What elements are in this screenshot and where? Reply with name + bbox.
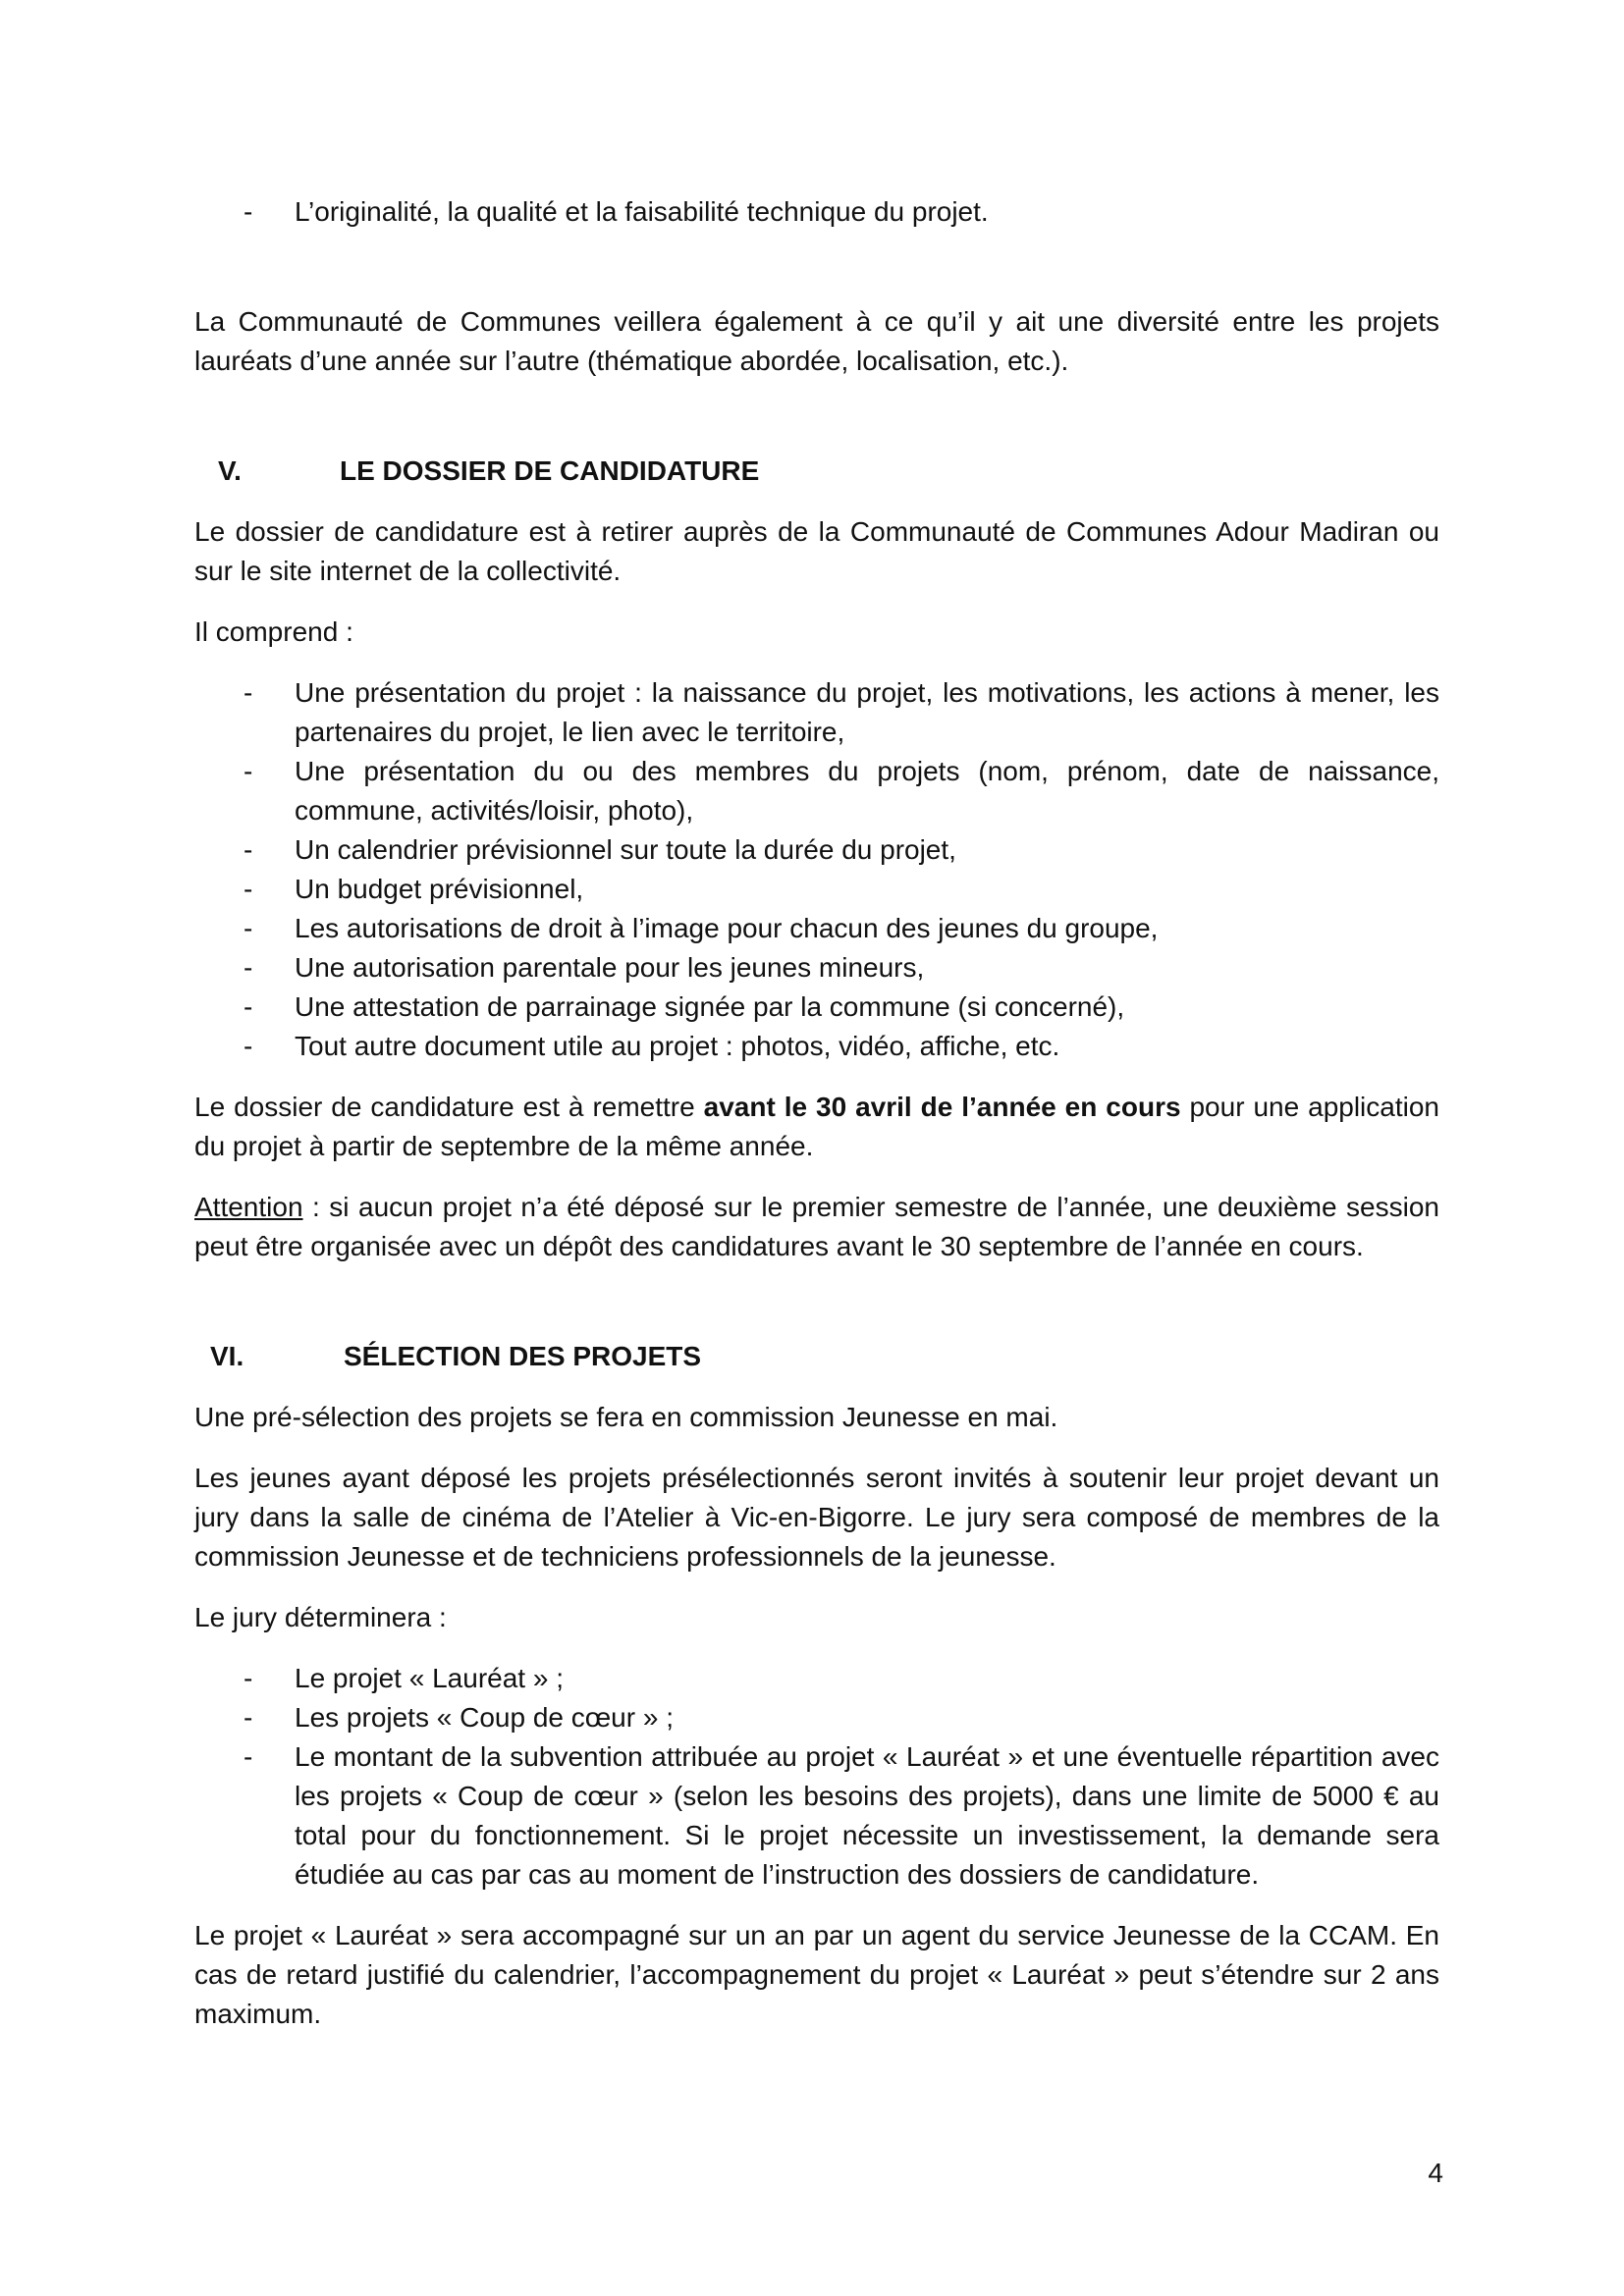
intro-paragraph: La Communauté de Communes veillera également à ce qu’il y ait une diversité entre les projets lauréats d’une année sur l’autre (thématique abordée, localisation, etc.). [194,306,1439,376]
section-title: LE DOSSIER DE CANDIDATURE [340,455,760,486]
list-item: - Une présentation du projet : la naissance du projet, les motivations, les actions à mener, les partenaires du projet, le lien avec le territoire, [244,677,1439,747]
section-number: V. [218,455,242,486]
list-item: - Une autorisation parentale pour les jeunes mineurs, [244,952,925,983]
paragraph: Le jury déterminera : [194,1602,447,1632]
paragraph: Il comprend : [194,616,353,647]
list-item: - Les autorisations de droit à l’image pour chacun des jeunes du groupe, [244,913,1159,943]
deadline-emphasis: avant le 30 avril de l’année en cours [703,1092,1181,1122]
list-item: - Une présentation du ou des membres du projets (nom, prénom, date de naissance, commune, activités/loisir, photo), [244,756,1439,826]
paragraph: Les jeunes ayant déposé les projets présélectionnés seront invités à soutenir leur projet devant un jury dans la salle de cinéma de l’Atelier à Vic-en-Bigorre. Le jury sera composé de membres de la commission Jeunesse et de techniciens professionnels de la jeunesse. [194,1463,1439,1572]
list-item: - L’originalité, la qualité et la faisabilité technique du projet. [244,196,989,227]
section-title: SÉLECTION DES PROJETS [344,1341,702,1371]
list-item: - Le montant de la subvention attribuée au projet « Lauréat » et une éventuelle répartition avec les projets « Coup de cœur » (selon les besoins des projets), dans une limite de 5000 € au total pour du fonctionnement. Si le projet nécessite un investissement, la demande sera étudiée au cas par cas au moment de l’instruction des dossiers de candidature. [244,1741,1439,1890]
attention-label: Attention [194,1192,303,1222]
list-item: - Une attestation de parrainage signée par la commune (si concerné), [244,991,1125,1022]
paragraph: Le projet « Lauréat » sera accompagné sur un an par un agent du service Jeunesse de la CCAM. En cas de retard justifié du calendrier, l’accompagnement du projet « Lauréat » peut s’étendre sur 2 ans maximum. [194,1920,1439,2029]
section-heading-vi [194,1337,1439,1376]
page-content [194,192,1439,2034]
jury-decisions-list [194,1659,1439,1895]
paragraph: Une pré-sélection des projets se fera en commission Jeunesse en mai. [194,1402,1058,1432]
attention-paragraph: Attention : si aucun projet n’a été déposé sur le premier semestre de l’année, une deuxième session peut être organisée avec un dépôt des candidatures avant le 30 septembre de l’année en cours. [194,1192,1439,1261]
page-number: 4 [1428,2158,1443,2188]
intro-list [194,192,1439,232]
section-number: VI. [210,1341,244,1371]
section-heading-v [194,452,1439,491]
list-item: - Les projets « Coup de cœur » ; [244,1702,674,1733]
list-item: - Le projet « Lauréat » ; [244,1663,564,1693]
deadline-paragraph: Le dossier de candidature est à remettre avant le 30 avril de l’année en cours pour une application du projet à partir de septembre de la même année. [194,1092,1439,1161]
list-item: - Un calendrier prévisionnel sur toute la durée du projet, [244,834,956,865]
list-item: - Un budget prévisionnel, [244,874,584,904]
application-contents-list [194,673,1439,1066]
paragraph: Le dossier de candidature est à retirer auprès de la Communauté de Communes Adour Madiran ou sur le site internet de la collectivité. [194,516,1439,586]
list-item: - Tout autre document utile au projet : photos, vidéo, affiche, etc. [244,1031,1060,1061]
